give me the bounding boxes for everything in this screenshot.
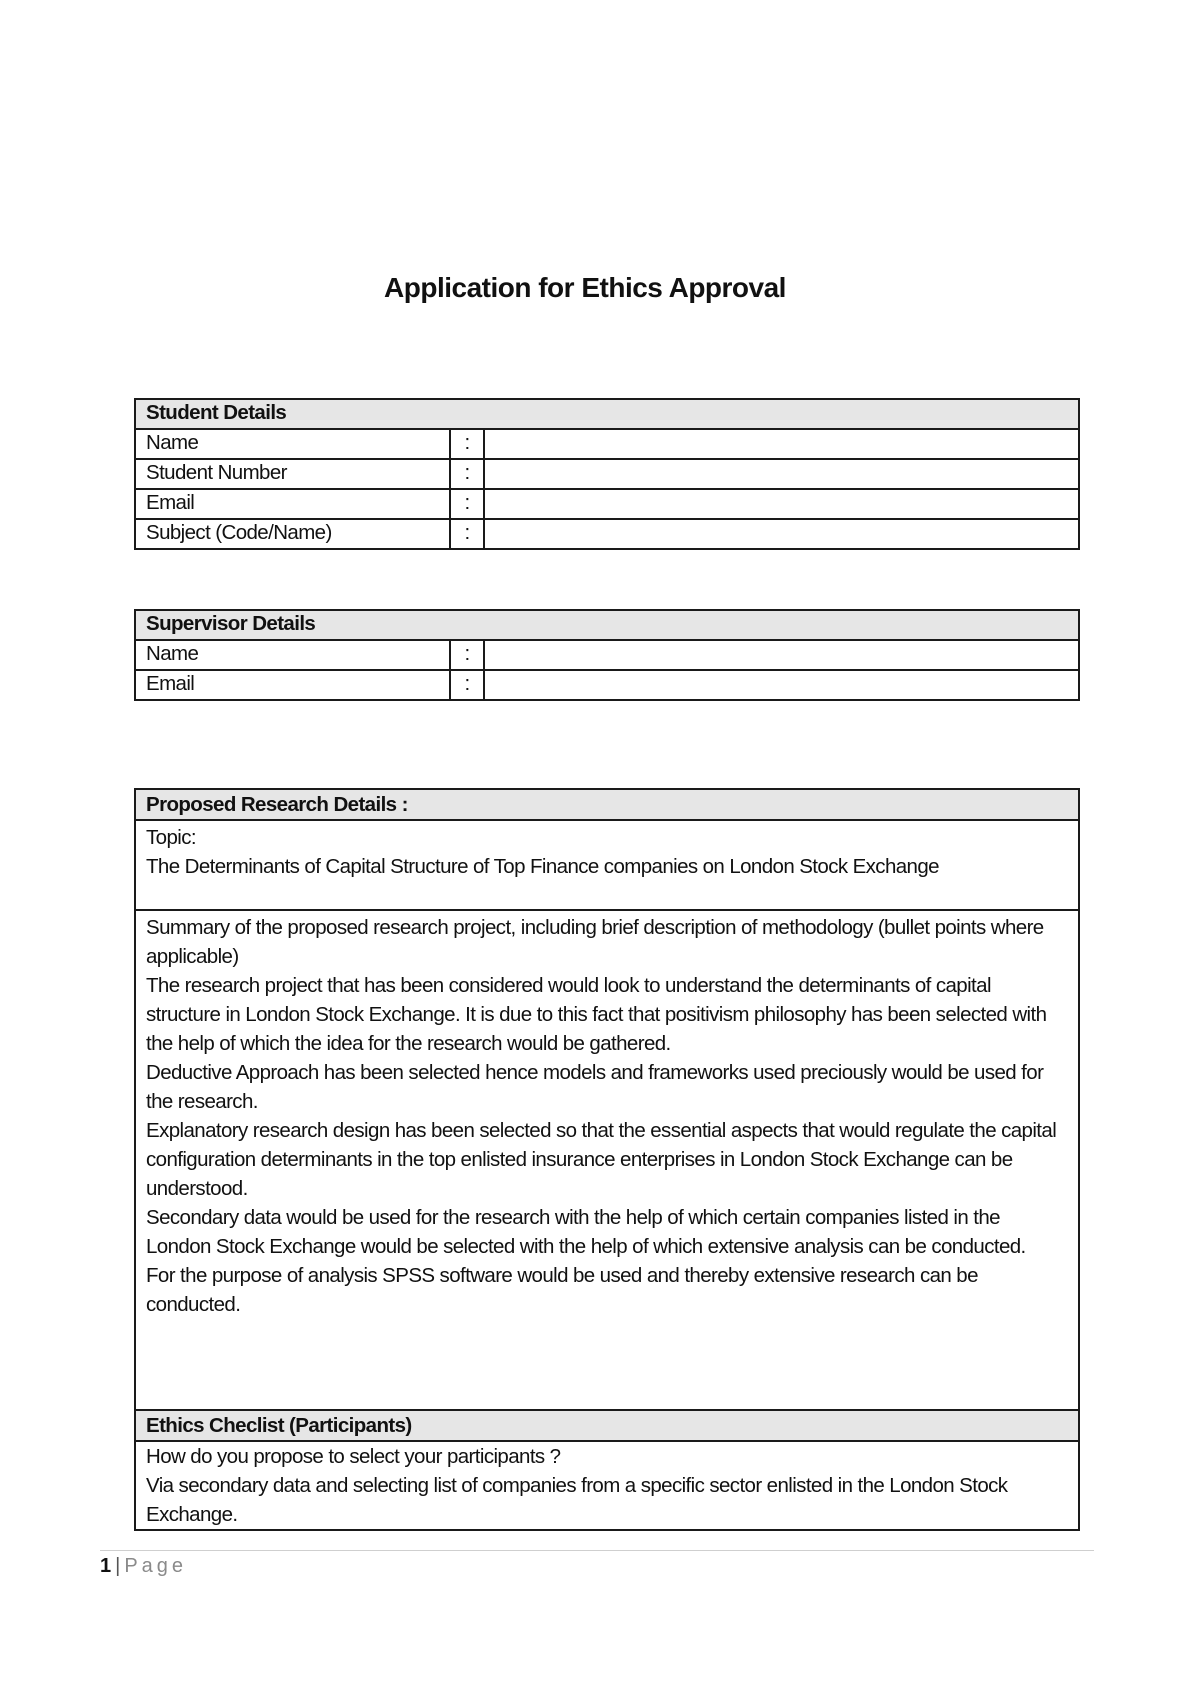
summary-paragraph: For the purpose of analysis SPSS software would be used and thereby extensive research can be conducted. — [146, 1264, 978, 1316]
ethics-checklist-cell[interactable] — [135, 1441, 1079, 1530]
colon: : — [450, 429, 484, 459]
summary-paragraph: Secondary data would be used for the research with the help of which certain companies listed in the London Stock Exchange would be selected with the help of which extensive analysis can be conducted. — [146, 1206, 1026, 1258]
research-details-table — [134, 788, 1080, 1531]
supervisor-details-table — [134, 609, 1080, 701]
table-row — [135, 429, 1079, 459]
footer-separator: | — [115, 1555, 121, 1577]
table-row — [135, 519, 1079, 549]
summary-paragraph: Explanatory research design has been selected so that the essential aspects that would regulate the capital configuration determinants in the top enlisted insurance enterprises in London Stock Exchange can be understood. — [146, 1119, 1057, 1200]
supervisor-name-field[interactable] — [484, 640, 1079, 670]
table-row — [135, 640, 1079, 670]
page-title: Application for Ethics Approval — [384, 272, 786, 303]
summary-paragraph: Deductive Approach has been selected hence models and frameworks used preciously would be used for the research. — [146, 1061, 1044, 1113]
student-number-label: Student Number — [135, 459, 450, 489]
table-row — [135, 489, 1079, 519]
research-details-header: Proposed Research Details : — [135, 789, 1079, 820]
supervisor-email-label: Email — [135, 670, 450, 700]
table-row — [135, 670, 1079, 700]
ethics-question: How do you propose to select your participants ? — [146, 1445, 561, 1468]
footer-divider — [100, 1550, 1094, 1551]
summary-paragraph: The research project that has been considered would look to understand the determinants of capital structure in London Stock Exchange. It is due to this fact that positivism philosophy has been selected with the help of which the idea for the research would be gathered. — [146, 974, 1047, 1055]
supervisor-details-header: Supervisor Details — [135, 610, 1079, 640]
student-name-field[interactable] — [484, 429, 1079, 459]
topic-value: The Determinants of Capital Structure of Top Finance companies on London Stock Exchange — [146, 855, 939, 878]
colon: : — [450, 459, 484, 489]
student-details-table — [134, 398, 1080, 550]
topic-label: Topic: — [146, 826, 196, 849]
colon: : — [450, 519, 484, 549]
page-footer — [100, 1555, 187, 1578]
colon: : — [450, 670, 484, 700]
student-details-header: Student Details — [135, 399, 1079, 429]
subject-label: Subject (Code/Name) — [135, 519, 450, 549]
summary-prompt: Summary of the proposed research project, including brief description of methodology (bullet points where applicable) — [146, 916, 1044, 968]
colon: : — [450, 640, 484, 670]
page-number: 1 — [100, 1555, 112, 1577]
student-email-field[interactable] — [484, 489, 1079, 519]
colon: : — [450, 489, 484, 519]
page-label: Page — [124, 1555, 188, 1577]
student-email-label: Email — [135, 489, 450, 519]
supervisor-email-field[interactable] — [484, 670, 1079, 700]
subject-field[interactable] — [484, 519, 1079, 549]
topic-cell[interactable] — [135, 820, 1079, 910]
ethics-checklist-header: Ethics Checlist (Participants) — [135, 1410, 1079, 1441]
table-row — [135, 459, 1079, 489]
supervisor-name-label: Name — [135, 640, 450, 670]
student-number-field[interactable] — [484, 459, 1079, 489]
ethics-answer: Via secondary data and selecting list of companies from a specific sector enlisted in the London Stock Exchange. — [146, 1474, 1008, 1526]
student-name-label: Name — [135, 429, 450, 459]
summary-cell[interactable] — [135, 910, 1079, 1410]
